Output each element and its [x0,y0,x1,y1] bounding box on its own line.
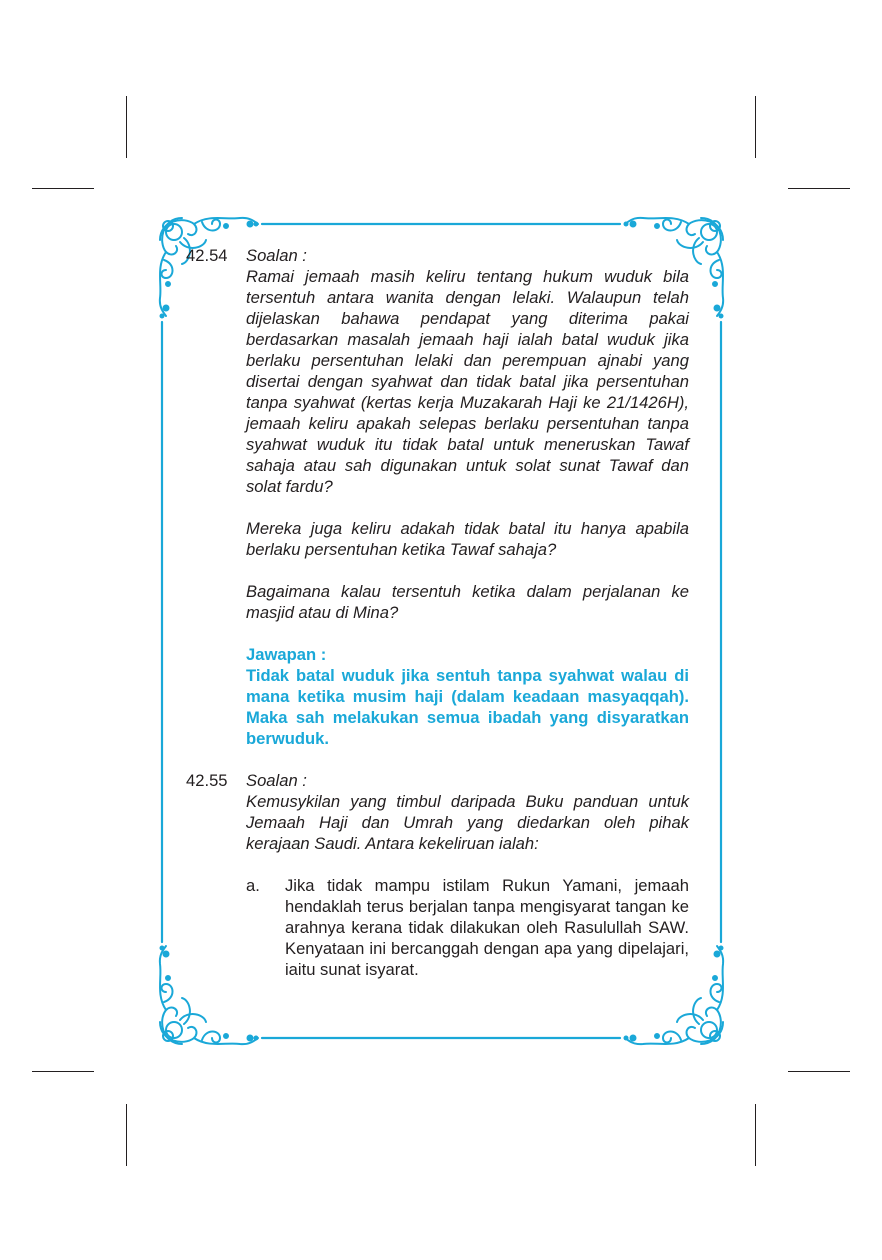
item-body [246,245,689,749]
qa-item-42-54 [186,245,689,749]
answer-label: Jawapan : [246,645,327,664]
question-paragraph: Bagaimana kalau tersentuh ketika dalam perjalanan ke masjid atau di Mina? [246,582,689,622]
item-body [246,770,689,980]
qa-item-42-55 [186,770,689,980]
question-label: Soalan : [246,771,307,790]
sub-item [246,875,689,980]
page-content [186,245,689,980]
item-number: 42.55 [186,771,228,790]
item-number: 42.54 [186,246,228,265]
question-paragraph: Ramai jemaah masih keliru tentang hukum wuduk bila tersentuh antara wanita dengan lelaki. Walaupun telah dijelaskan bahawa pendapat yang diterima pakai berdasarkan masalah jemaah haji ialah batal wuduk jika berlaku persentuhan lelaki dan perempuan ajnabi yang disertai dengan syahwat dan tidak batal jika persentuhan tanpa syahwat (kertas kerja Muzakarah Haji ke 21/1426H), jemaah keliru apakah selepas berlaku persentuhan tanpa syahwat wuduk itu tidak batal untuk meneruskan Tawaf sahaja atau sah digunakan untuk solat sunat Tawaf dan solat fardu? [246,267,689,496]
question-text: Kemusykilan yang timbul daripada Buku panduan untuk Jemaah Haji dan Umrah yang diedarkan oleh pihak kerajaan Saudi. Antara kekeliruan ialah: [246,792,689,853]
question-paragraph: Mereka juga keliru adakah tidak batal itu hanya apabila berlaku persentuhan ketika Tawaf sahaja? [246,519,689,559]
sub-item-letter: a. [246,876,260,895]
sub-item-text: Jika tidak mampu istilam Rukun Yamani, jemaah hendaklah terus berjalan tanpa mengisyarat tangan ke arahnya kerana tidak dilakukan oleh Rasulullah SAW. Kenyataan ini bercanggah dengan apa yang dipelajari, iaitu sunat isyarat. [285,876,689,979]
question-label: Soalan : [246,246,307,265]
answer-text: Tidak batal wuduk jika sentuh tanpa syahwat walau di mana ketika musim haji (dalam keadaan masyaqqah). Maka sah melakukan semua ibadah yang disyaratkan berwuduk. [246,666,689,748]
